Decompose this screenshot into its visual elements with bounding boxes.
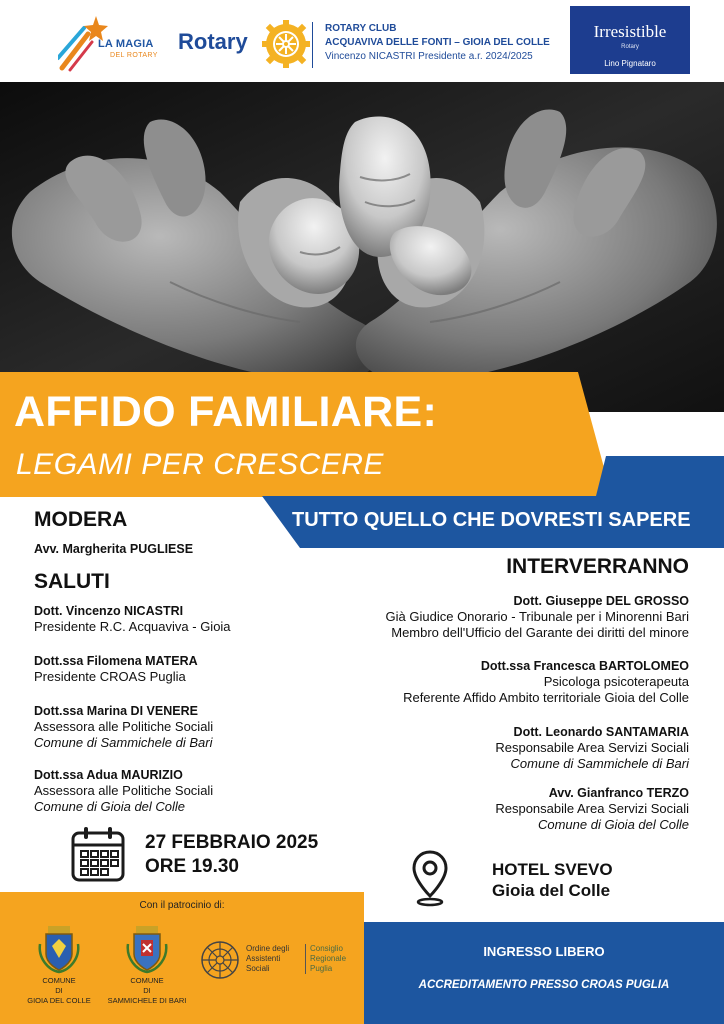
speaker-organization: Comune di Gioia del Colle xyxy=(34,799,186,814)
admission-banner xyxy=(364,922,724,1024)
consiglio-name-line: Puglia xyxy=(310,964,333,973)
speaker-role: Assessora alle Politiche Sociali xyxy=(34,783,214,798)
consiglio-name-line: Regionale xyxy=(310,954,347,963)
speaker-name: Dott.ssa Adua MAURIZIO xyxy=(34,768,183,782)
interverranno-speaker xyxy=(495,725,689,772)
speaker-name: Dott. Leonardo SANTAMARIA xyxy=(513,725,689,739)
speaker-organization: Comune di Gioia del Colle xyxy=(537,817,689,832)
speaker-organization: Comune di Sammichele di Bari xyxy=(34,735,213,750)
consiglio-regionale-name xyxy=(305,944,346,974)
speaker-role: Già Giudice Onorario - Tribunale per i Minorenni Bari xyxy=(385,609,689,624)
moderator-name: Avv. Margherita PUGLIESE xyxy=(34,542,194,556)
comune-label-line: SAMMICHELE DI BARI xyxy=(107,996,187,1005)
speaker-role: Presidente R.C. Acquaviva - Gioia xyxy=(34,619,231,634)
irresistible-governor: Lino Pignataro xyxy=(604,59,656,68)
speaker-organization: Comune di Sammichele di Bari xyxy=(510,756,689,771)
event-date: 27 FEBBRAIO 2025 xyxy=(145,832,319,853)
interverranno-speaker xyxy=(403,659,689,706)
interverranno-speaker xyxy=(495,786,689,833)
speaker-role: Assessora alle Politiche Sociali xyxy=(34,719,214,734)
speaker-name: Avv. Gianfranco TERZO xyxy=(548,786,689,800)
rotary-wheel-icon xyxy=(262,20,310,68)
saluti-speaker xyxy=(34,704,213,751)
free-entry-label: INGRESSO LIBERO xyxy=(483,944,605,959)
comune-label-line: COMUNE xyxy=(130,976,164,985)
irresistible-rotary: Rotary xyxy=(621,44,639,50)
interverranno-speaker xyxy=(386,594,689,641)
ordine-name-line: Ordine degli xyxy=(246,944,290,953)
ordine-logo-icon xyxy=(200,940,240,980)
location-pin-icon xyxy=(410,848,450,908)
speaker-role: Psicologa psicoterapeuta xyxy=(543,674,689,689)
club-president: Vincenzo NICASTRI Presidente a.r. 2024/2025 xyxy=(325,51,533,62)
la-magia-del-rotary-logo xyxy=(58,14,158,72)
event-subtitle: LEGAMI PER CRESCERE xyxy=(16,448,384,481)
irresistible-logo xyxy=(570,6,690,74)
club-name: ROTARY CLUB xyxy=(325,23,397,34)
venue-city: Gioia del Colle xyxy=(492,881,611,900)
saluti-speaker xyxy=(34,604,231,635)
calendar-icon xyxy=(70,825,126,883)
comune-sammichele-label xyxy=(102,976,192,1006)
consiglio-name-line: Consiglio xyxy=(310,944,343,953)
interverranno-heading: INTERVERRANNO xyxy=(506,555,689,578)
header xyxy=(0,0,724,82)
blue-subtitle-banner xyxy=(0,456,724,548)
saluti-speaker xyxy=(34,768,213,815)
sammichele-di-bari-crest-icon xyxy=(124,924,170,974)
speaker-name: Dott.ssa Francesca BARTOLOMEO xyxy=(480,659,689,673)
magia-subtitle: DEL ROTARY xyxy=(110,52,158,59)
comune-label-line: DI xyxy=(143,986,151,995)
irresistible-title: Irresistible xyxy=(593,22,667,41)
event-time: ORE 19.30 xyxy=(145,856,239,877)
speaker-name: Dott.ssa Filomena MATERA xyxy=(34,654,198,668)
speaker-role: Responsabile Area Servizi Sociali xyxy=(495,801,689,816)
gioia-del-colle-crest-icon xyxy=(36,924,82,974)
saluti-heading: SALUTI xyxy=(34,570,110,593)
modera-heading: MODERA xyxy=(34,508,128,531)
patronage-label: Con il patrocinio di: xyxy=(139,900,225,911)
speaker-name: Dott. Vincenzo NICASTRI xyxy=(34,604,184,618)
ordine-assistenti-sociali-logo xyxy=(200,940,347,985)
event-title: AFFIDO FAMILIARE: xyxy=(14,388,438,436)
hands-photo xyxy=(0,82,724,412)
ordine-name-line: Sociali xyxy=(246,964,270,973)
comune-gioia-label xyxy=(24,976,94,1006)
speaker-role: Responsabile Area Servizi Sociali xyxy=(495,740,689,755)
magia-title: LA MAGIA xyxy=(98,38,154,50)
ordine-name xyxy=(246,944,289,974)
speaker-name: Dott.ssa Marina DI VENERE xyxy=(34,704,198,718)
patronage-section xyxy=(0,892,364,1024)
rotary-wordmark: Rotary xyxy=(178,29,248,54)
comune-label-line: GIOIA DEL COLLE xyxy=(27,996,91,1005)
accreditation-label: ACCREDITAMENTO PRESSO CROAS PUGLIA xyxy=(418,979,670,991)
comune-label-line: COMUNE xyxy=(42,976,76,985)
ordine-name-line: Assistenti xyxy=(246,954,281,963)
venue-name: HOTEL SVEVO xyxy=(492,860,613,879)
subtitle-banner-text: TUTTO QUELLO CHE DOVRESTI SAPERE xyxy=(292,509,691,531)
speaker-name: Dott. Giuseppe DEL GROSSO xyxy=(513,594,689,608)
club-location: ACQUAVIVA DELLE FONTI – GIOIA DEL COLLE xyxy=(325,37,550,48)
comune-label-line: DI xyxy=(55,986,63,995)
speaker-role-2: Membro dell'Ufficio del Garante dei diritti del minore xyxy=(391,625,689,640)
saluti-speaker xyxy=(34,654,198,685)
rotary-club-info xyxy=(312,22,550,68)
speaker-role-2: Referente Affido Ambito territoriale Gioia del Colle xyxy=(403,690,689,705)
speaker-role: Presidente CROAS Puglia xyxy=(34,669,186,684)
